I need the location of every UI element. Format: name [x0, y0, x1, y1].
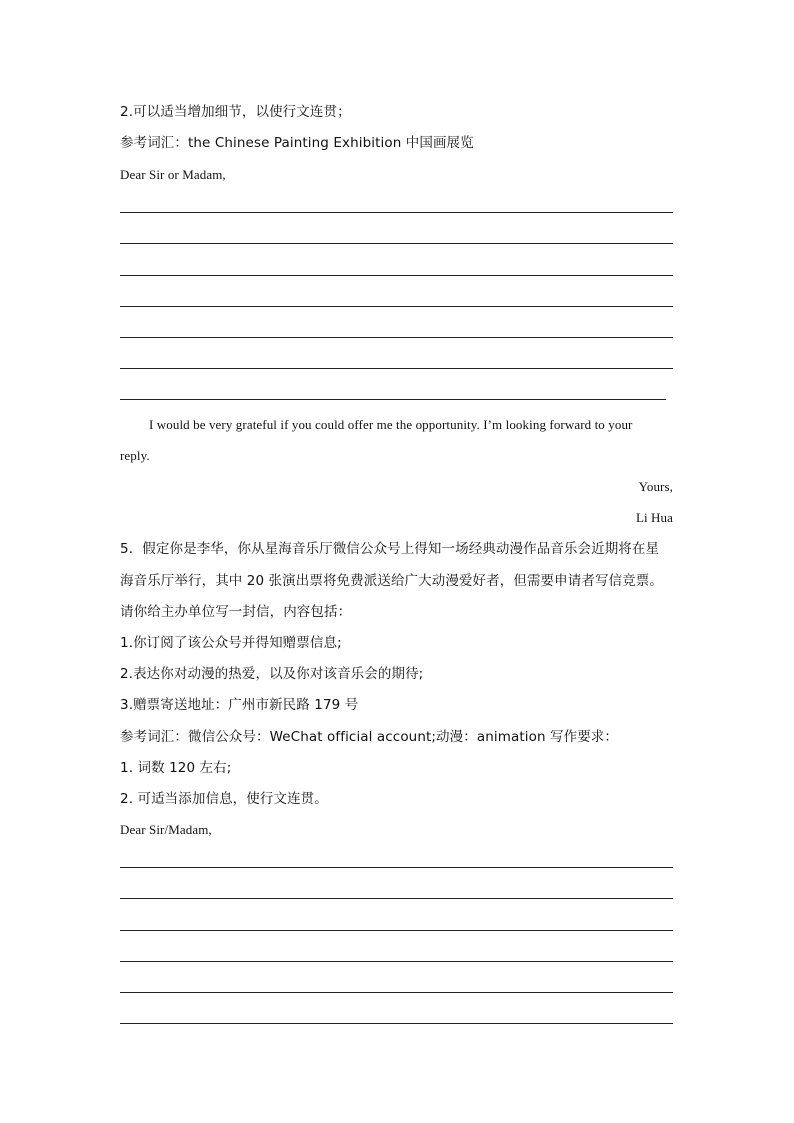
content-point-3: 3.赠票寄送地址：广州市新民路 179 号	[120, 697, 359, 713]
writing-line	[120, 337, 673, 338]
letter-signoff: Yours,	[638, 479, 673, 494]
reference-vocabulary-text: 参考词汇：the Chinese Painting Exhibition 中国画展览	[120, 135, 474, 151]
writing-requirement-2: 2. 可适当添加信息，使行文连贯。	[120, 791, 328, 807]
writing-line	[120, 306, 673, 307]
writing-line	[120, 930, 673, 931]
writing-line	[120, 867, 673, 868]
writing-line	[120, 275, 673, 276]
letter-closing-paragraph-line2: reply.	[120, 448, 150, 463]
letter-salutation: Dear Sir/Madam,	[120, 822, 212, 837]
letter-signature: Li Hua	[635, 510, 673, 525]
task-prompt-line3: 请你给主办单位写一封信，内容包括：	[120, 604, 352, 620]
requirement-2-text: 2.可以适当增加细节，以使行文连贯；	[120, 104, 351, 120]
content-point-2: 2.表达你对动漫的热爱，以及你对该音乐会的期待;	[120, 666, 424, 682]
content-point-1: 1.你订阅了该公众号并得知赠票信息;	[120, 635, 342, 651]
writing-line	[120, 992, 673, 993]
task-prompt-line1: 5．假定你是李华，你从星海音乐厅微信公众号上得知一场经典动漫作品音乐会近期将在星	[120, 541, 660, 557]
writing-line	[120, 1023, 673, 1024]
reference-vocabulary-text: 参考词汇：微信公众号：WeChat official account;动漫：animation 写作要求：	[120, 729, 618, 745]
writing-line	[120, 399, 666, 400]
letter-salutation: Dear Sir or Madam,	[120, 167, 226, 182]
writing-line	[120, 898, 673, 899]
writing-line	[120, 368, 673, 369]
writing-line	[120, 961, 673, 962]
writing-line	[120, 212, 673, 213]
task-prompt-line2: 海音乐厅举行，其中 20 张演出票将免费派送给广大动漫爱好者，但需要申请者写信竞票。	[120, 573, 663, 589]
writing-line	[120, 243, 673, 244]
writing-requirement-1: 1. 词数 120 左右;	[120, 760, 232, 776]
letter-closing-paragraph-line1: I would be very grateful if you could offer me the opportunity. I’m looking forward to your	[149, 417, 633, 432]
